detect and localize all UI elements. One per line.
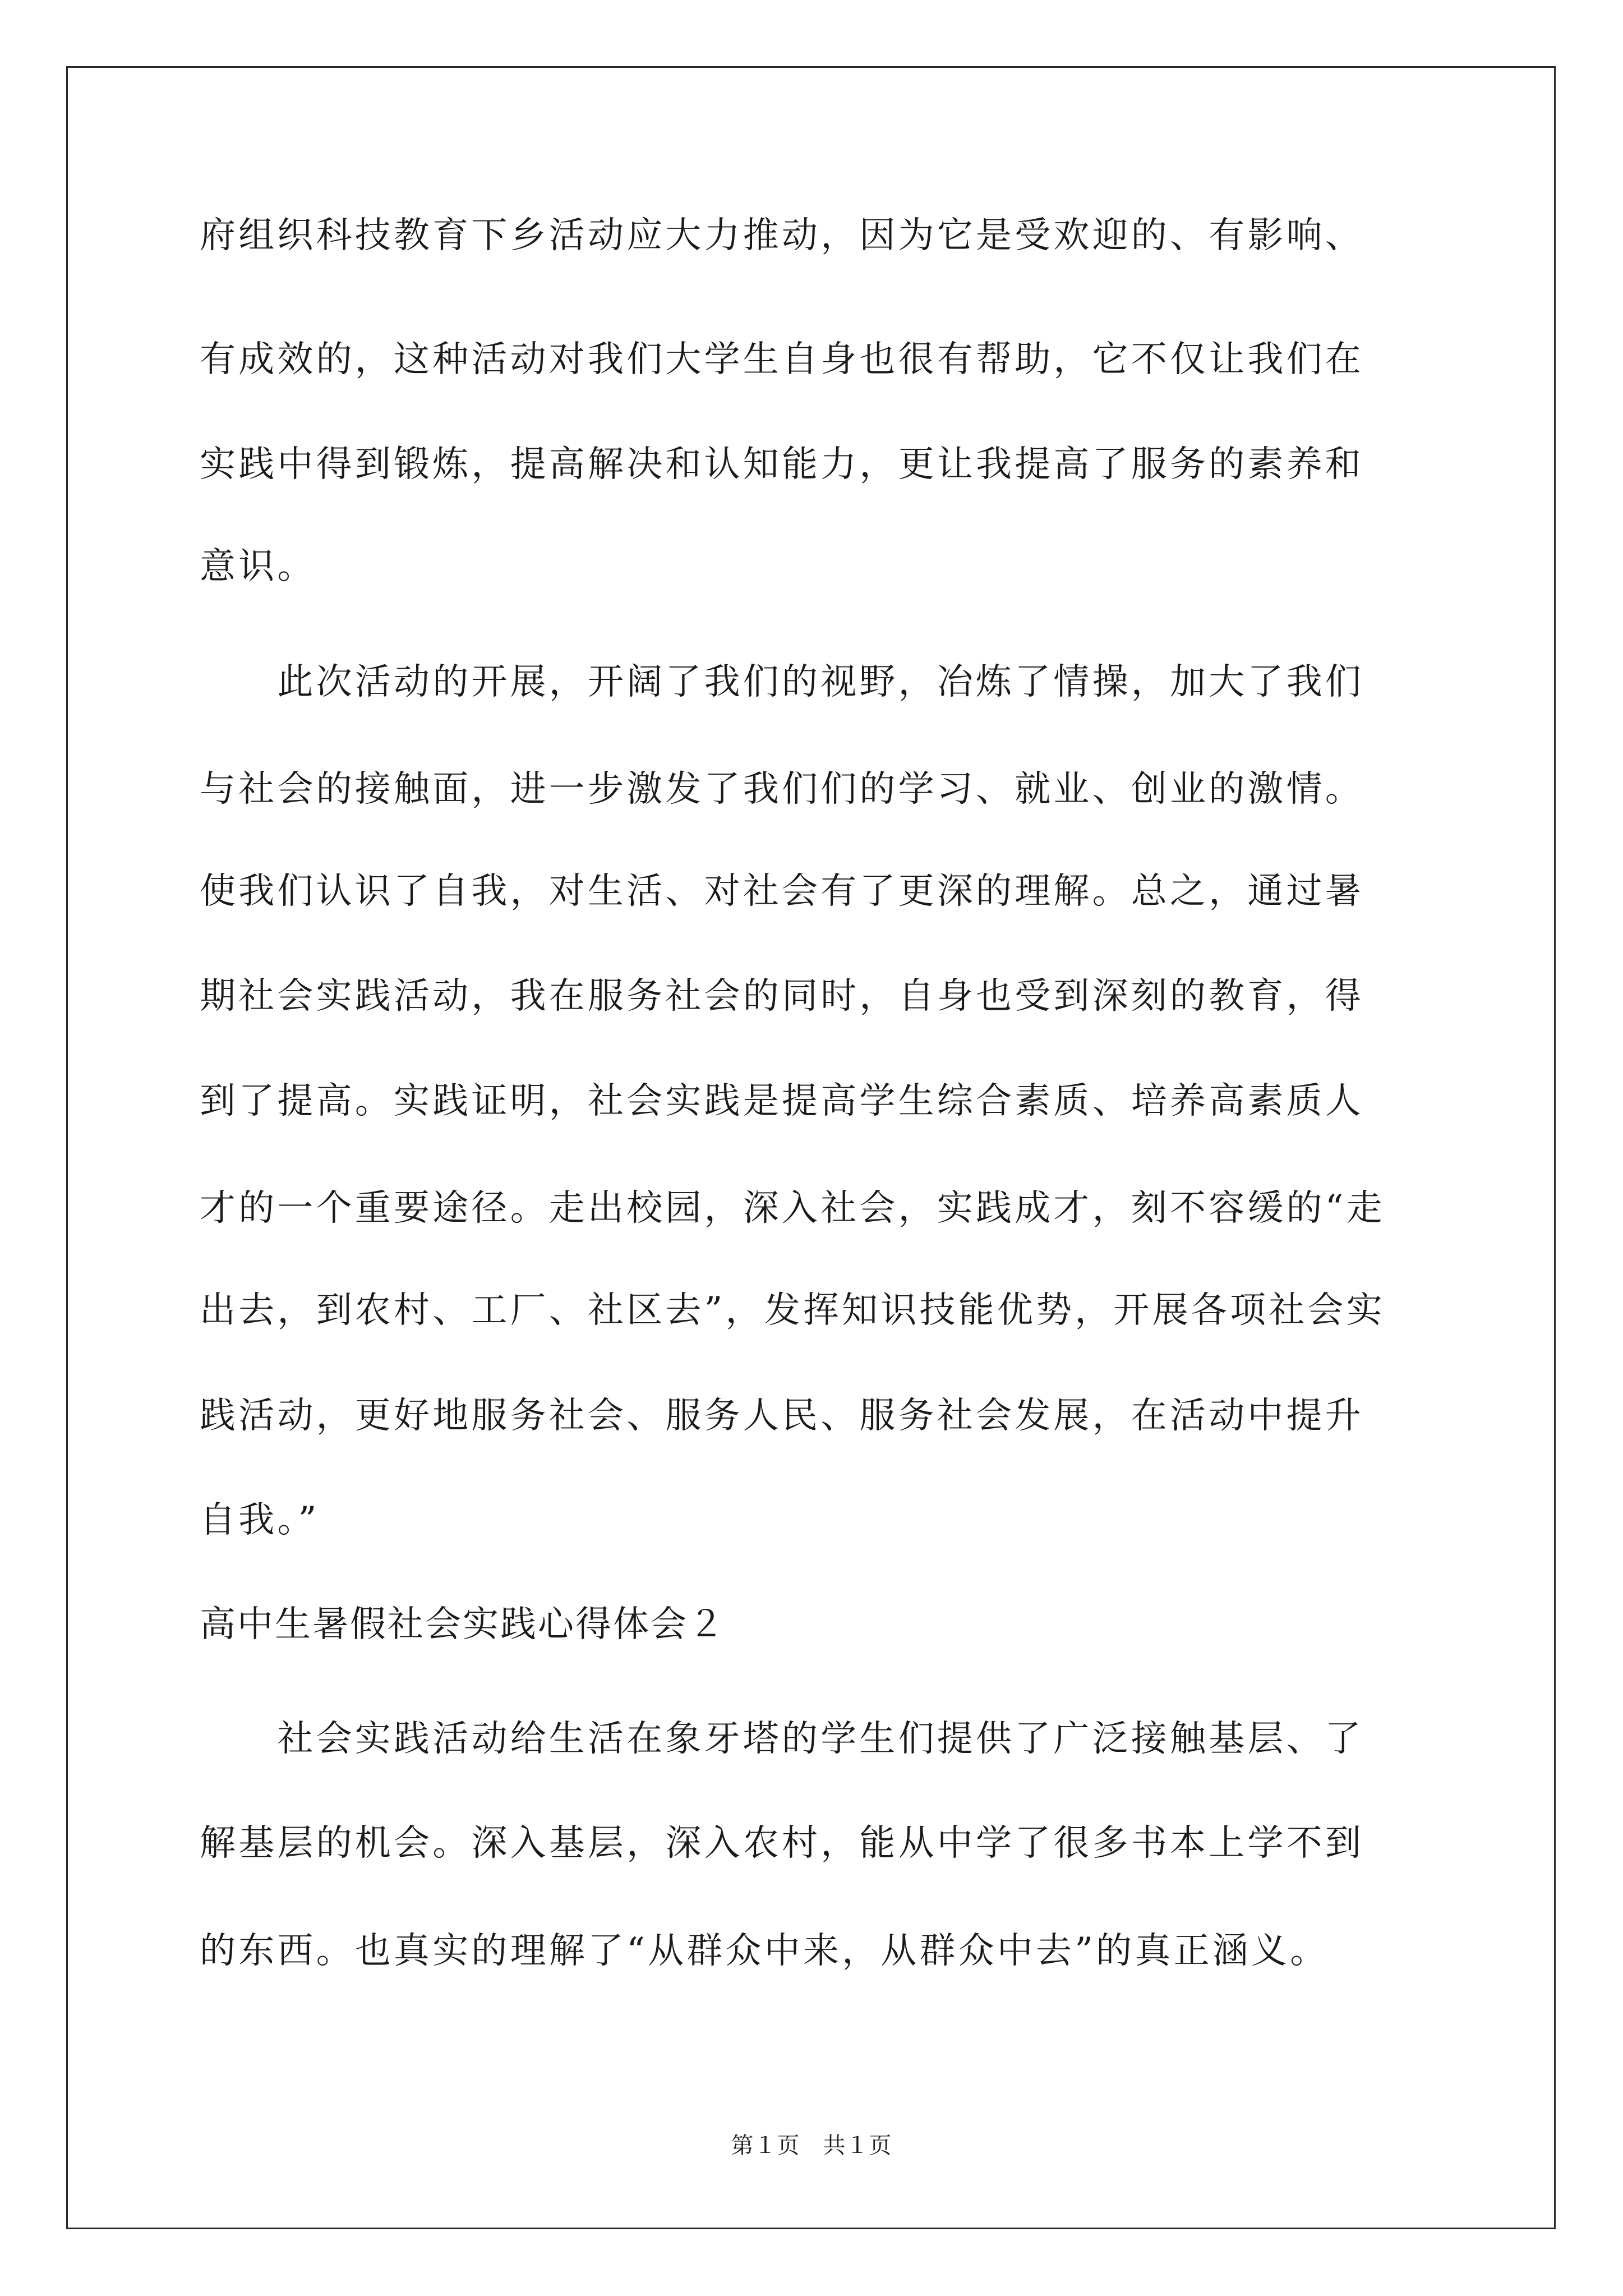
text-line: 解基层的机会。深入基层，深入农村，能从中学了很多书本上学不到 [200, 1823, 1364, 1864]
text-line: 践活动，更好地服务社会、服务人民、服务社会发展，在活动中提升 [200, 1395, 1364, 1437]
paragraph-start-line: 此次活动的开展，开阔了我们的视野，冶炼了情操，加大了我们 [200, 661, 1364, 703]
text-line: 的东西。也真实的理解了“从群众中来，从群众中去”的真正涵义。 [200, 1930, 1329, 1972]
text-line: 到了提高。实践证明，社会实践是提高学生综合素质、培养高素质人 [200, 1080, 1364, 1122]
page-border [66, 66, 1556, 2229]
page-footer: 第１页 共１页 [731, 2133, 892, 2159]
text-line: 有成效的，这种活动对我们大学生自身也很有帮助，它不仅让我们在 [200, 339, 1364, 380]
text-line: 实践中得到锻炼，提高解决和认知能力，更让我提高了服务的素养和 [200, 444, 1364, 485]
section-heading: 高中生暑假社会实践心得体会２ [200, 1604, 726, 1645]
text-line: 出去，到农村、工厂、社区去”，发挥知识技能优势，开展各项社会实 [200, 1290, 1385, 1331]
text-line: 意识。 [200, 546, 316, 587]
paragraph-start-line: 社会实践活动给生活在象牙塔的学生们提供了广泛接触基层、了 [200, 1718, 1364, 1760]
text-line: 与社会的接触面，进一步激发了我们们的学习、就业、创业的激情。 [200, 769, 1364, 810]
text-line: 期社会实践活动，我在服务社会的同时，自身也受到深刻的教育，得 [200, 976, 1364, 1017]
text-line: 府组织科技教育下乡活动应大力推动，因为它是受欢迎的、有影响、 [200, 215, 1364, 256]
text-line: 使我们认识了自我，对生活、对社会有了更深的理解。总之，通过暑 [200, 871, 1364, 912]
text-line: 自我。” [200, 1499, 320, 1541]
text-line: 才的一个重要途径。走出校园，深入社会，实践成才，刻不容缓的“走 [200, 1188, 1385, 1229]
